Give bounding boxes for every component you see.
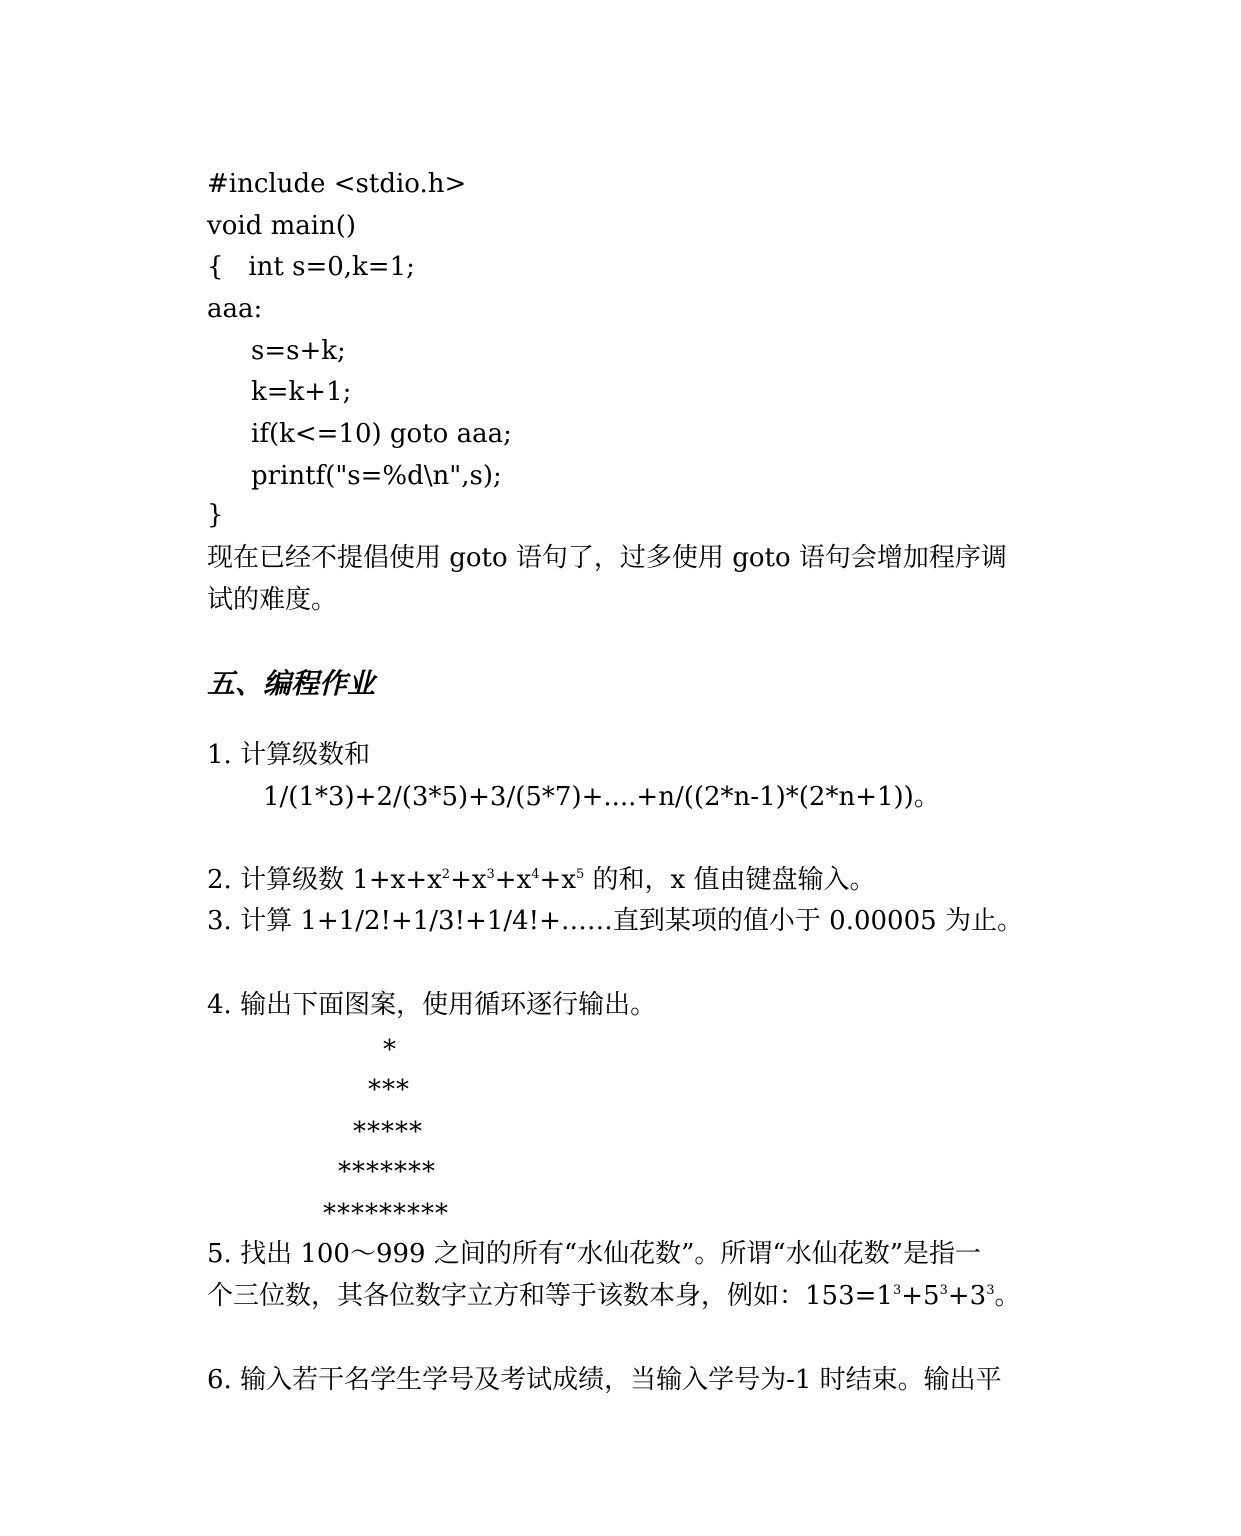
exercise-4-title: 4. 输出下面图案，使用循环逐行输出。 — [207, 990, 657, 1020]
note-line-1: 现在已经不提倡使用 goto 语句了，过多使用 goto 语句会增加程序调 — [207, 543, 1007, 573]
exercise-5-plus-1: +5 — [901, 1281, 940, 1311]
star-pattern-row-4: ******* — [338, 1157, 436, 1187]
exercise-1-formula: 1/(1*3)+2/(3*5)+3/(5*7)+....+n/((2*n-1)*(2*n+1))。 — [263, 782, 940, 812]
code-line-label: aaa: — [207, 294, 263, 324]
star-pattern-row-1: * — [383, 1035, 397, 1065]
exercise-6: 6. 输入若干名学生学号及考试成绩，当输入学号为-1 时结束。输出平 — [207, 1365, 1002, 1395]
section-heading: 五、编程作业 — [207, 667, 376, 700]
code-line-decl: { int s=0,k=1; — [207, 252, 415, 282]
exercise-2-suffix: 的和，x 值由键盘输入。 — [584, 865, 876, 895]
note-line-2: 试的难度。 — [207, 585, 338, 615]
star-pattern-row-3: ***** — [353, 1117, 423, 1147]
exercise-5-line-1: 5. 找出 100～999 之间的所有“水仙花数”。所谓“水仙花数”是指一 — [207, 1239, 982, 1269]
cube-exponent-3: 3 — [986, 1283, 995, 1298]
exercise-3: 3. 计算 1+1/2!+1/3!+1/4!+……直到某项的值小于 0.00005 为止。 — [207, 906, 1023, 936]
exercise-1-title: 1. 计算级数和 — [207, 740, 371, 770]
exercise-2 — [207, 864, 875, 896]
exercise-2-prefix: 2. 计算级数 1+x+x — [207, 865, 442, 895]
star-pattern-row-5: ********* — [323, 1199, 449, 1229]
exercise-2-plus-2: +x — [494, 865, 532, 895]
exercise-2-plus-1: +x — [450, 865, 487, 895]
exercise-5-end: 。 — [994, 1281, 1021, 1311]
code-line-increment: k=k+1; — [251, 377, 352, 407]
cube-exponent-2: 3 — [939, 1283, 948, 1298]
exponent-3: 3 — [486, 867, 495, 882]
code-line-if-goto: if(k<=10) goto aaa; — [251, 419, 512, 449]
exponent-2: 2 — [441, 867, 451, 882]
code-line-printf: printf("s=%d\n",s); — [251, 461, 502, 491]
star-pattern-row-2: *** — [368, 1075, 410, 1105]
exercise-5-line-2-prefix: 个三位数，其各位数字立方和等于该数本身，例如：153=1 — [207, 1281, 893, 1311]
cube-exponent-1: 3 — [892, 1283, 902, 1298]
code-line-include: #include <stdio.h> — [207, 169, 467, 199]
exercise-2-plus-3: +x — [539, 865, 576, 895]
exercise-5-line-2 — [207, 1280, 1020, 1312]
exponent-5: 5 — [575, 867, 585, 882]
code-line-main: void main() — [207, 211, 357, 241]
exponent-4: 4 — [531, 867, 540, 882]
code-line-sum: s=s+k; — [251, 336, 346, 366]
exercise-5-plus-2: +3 — [947, 1281, 987, 1311]
code-line-close-brace: } — [207, 500, 224, 530]
